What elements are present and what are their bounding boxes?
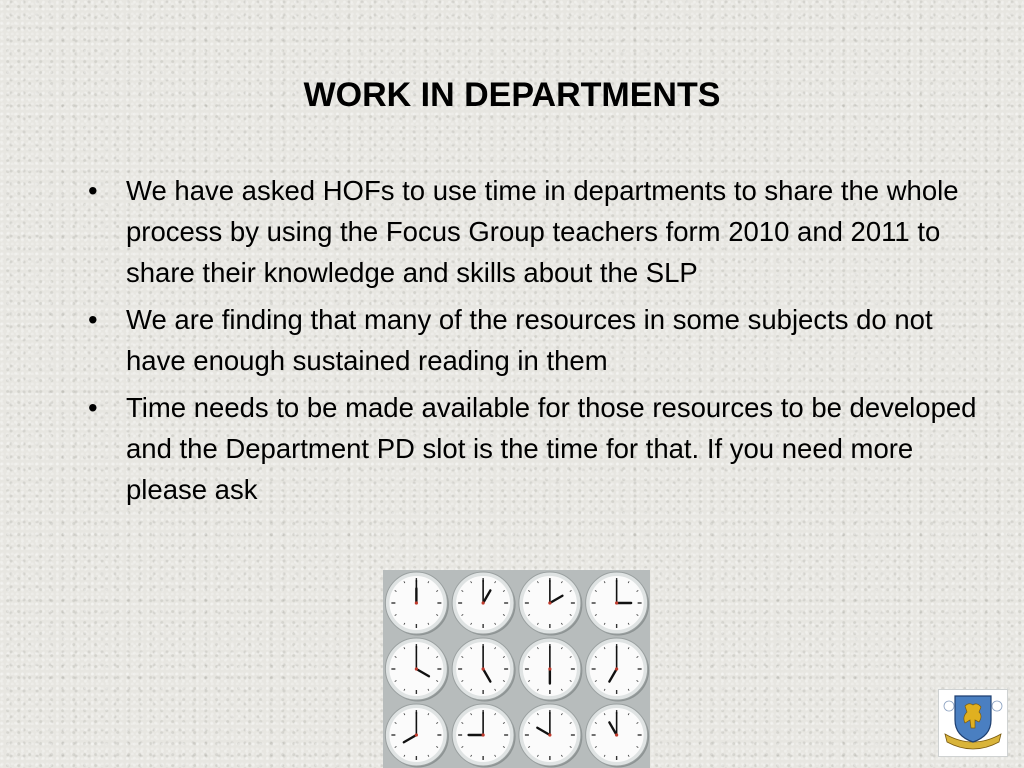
clock-face [586, 572, 650, 636]
bullet-item [82, 387, 987, 510]
clock-face [385, 704, 449, 768]
bullet-dot: • [88, 175, 98, 206]
clocks-grid-picture [383, 570, 650, 768]
bullet-text: We have asked HOFs to use time in departments to share the whole process by using the Focus Group teachers form 2010 and 2011 to share their knowledge and skills about the SLP [126, 175, 959, 288]
bullet-item [82, 170, 987, 293]
bullet-item [82, 299, 987, 381]
clock-face [586, 638, 650, 702]
clock-face [452, 572, 516, 636]
clock-face [519, 638, 583, 702]
clock-face [519, 572, 583, 636]
bullet-text: We are finding that many of the resources in some subjects do not have enough sustained reading in them [126, 304, 933, 376]
clock-face [452, 638, 516, 702]
slide-title: WORK IN DEPARTMENTS [303, 76, 721, 114]
crest-icon [939, 690, 1007, 756]
school-crest-logo [938, 689, 1008, 757]
bullet-list [82, 170, 987, 516]
clock-face [519, 704, 583, 768]
clock-face [385, 638, 449, 702]
bullet-text: Time needs to be made available for those resources to be developed and the Department PD slot is the time for that. If you need more please ask [126, 392, 977, 505]
clocks-image [383, 570, 650, 768]
bullet-dot: • [88, 392, 98, 423]
clock-face [385, 572, 449, 636]
bullet-dot: • [88, 304, 98, 335]
clock-face [452, 704, 516, 768]
clock-face [586, 704, 650, 768]
